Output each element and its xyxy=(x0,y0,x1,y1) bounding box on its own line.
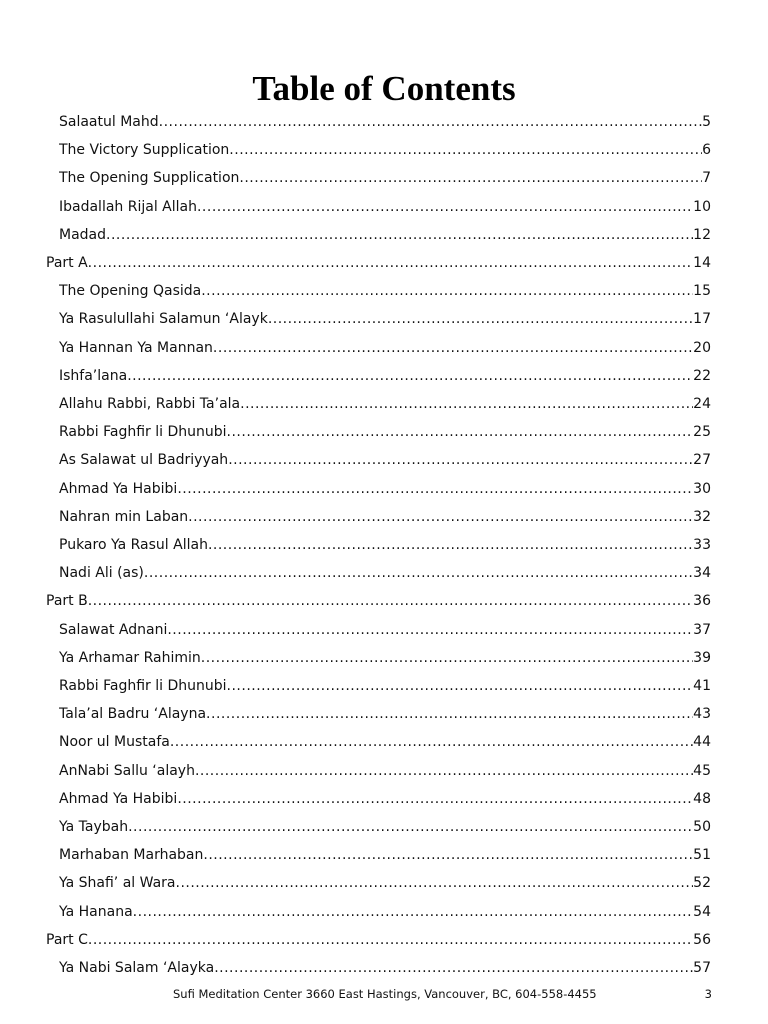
dot-leader xyxy=(167,616,693,644)
toc-entry[interactable] xyxy=(59,672,711,700)
toc-entry-title: The Opening Supplication xyxy=(59,170,240,187)
toc-entry-page: 39 xyxy=(693,649,711,666)
footer-page-number: 3 xyxy=(704,987,712,1001)
dot-leader xyxy=(127,362,693,390)
dot-leader xyxy=(144,559,693,587)
toc-entry-page: 30 xyxy=(693,480,711,497)
toc-entry-page: 32 xyxy=(693,508,711,525)
dot-leader xyxy=(88,249,694,277)
toc-entry-page: 17 xyxy=(693,311,711,328)
toc-entry-title: Ya Rasulullahi Salamun ‘Alayk xyxy=(59,311,268,328)
dot-leader xyxy=(88,926,693,954)
dot-leader xyxy=(106,221,693,249)
toc-entry[interactable] xyxy=(59,700,711,728)
dot-leader xyxy=(195,757,693,785)
dot-leader xyxy=(159,108,702,136)
toc-entry-title: The Opening Qasida xyxy=(59,283,202,300)
toc-entry-page: 37 xyxy=(693,621,711,638)
toc-entry-title: Part B xyxy=(46,593,88,610)
toc-entry[interactable] xyxy=(59,475,711,503)
toc-entry-page: 5 xyxy=(702,114,711,130)
toc-entry-page: 45 xyxy=(693,762,711,779)
toc-entry-title: Ya Shafi’ al Wara xyxy=(59,875,176,892)
toc-entry-title: Tala’al Badru ‘Alayna xyxy=(59,706,207,723)
toc-entry-title: AnNabi Sallu ‘alayh xyxy=(59,762,195,779)
dot-leader xyxy=(177,785,693,813)
dot-leader xyxy=(206,700,693,728)
toc-entry-page: 52 xyxy=(693,875,711,892)
toc-entry-title: Ishfa’lana xyxy=(59,367,128,384)
dot-leader xyxy=(208,531,693,559)
toc-entry[interactable] xyxy=(59,418,711,446)
toc-entry[interactable] xyxy=(59,616,711,644)
toc-entry[interactable] xyxy=(59,531,711,559)
toc-entry[interactable] xyxy=(59,390,711,418)
toc-entry-title: Ya Hanana xyxy=(59,903,133,920)
dot-leader xyxy=(213,334,693,362)
dot-leader xyxy=(176,869,694,897)
toc-entry-page: 54 xyxy=(693,903,711,920)
toc-entry[interactable] xyxy=(59,728,711,756)
dot-leader xyxy=(227,418,694,446)
toc-entry-page: 22 xyxy=(693,367,711,384)
toc-entry[interactable] xyxy=(59,108,711,136)
toc-part-heading[interactable] xyxy=(46,587,711,615)
toc-entry-title: Salaatul Mahd xyxy=(59,114,159,130)
toc-entry[interactable] xyxy=(59,221,711,249)
toc-entry-title: Part A xyxy=(46,255,88,271)
toc-entry-page: 57 xyxy=(693,960,711,976)
page-footer xyxy=(0,984,768,1004)
toc-entry-title: As Salawat ul Badriyyah xyxy=(59,452,229,469)
dot-leader xyxy=(240,390,693,418)
toc-entry-title: Marhaban Marhaban xyxy=(59,847,204,864)
toc-entry[interactable] xyxy=(59,164,711,192)
dot-leader xyxy=(177,475,693,503)
toc-entry-page: 24 xyxy=(693,396,711,412)
footer-address: Sufi Meditation Center 3660 East Hastings, Vancouver, BC, 604-558-4455 xyxy=(173,987,597,1001)
toc-entry-page: 25 xyxy=(693,424,711,441)
dot-leader xyxy=(170,728,693,756)
toc-entry[interactable] xyxy=(59,446,711,474)
dot-leader xyxy=(228,446,693,474)
toc-entry-page: 33 xyxy=(693,537,711,553)
toc-entry[interactable] xyxy=(59,305,711,333)
dot-leader xyxy=(239,164,702,192)
toc-entry-page: 51 xyxy=(693,847,711,864)
toc-entry[interactable] xyxy=(59,898,711,926)
toc-entry-page: 44 xyxy=(693,734,711,751)
toc-entry[interactable] xyxy=(59,277,711,305)
toc-entry-title: Rabbi Faghfir li Dhunubi xyxy=(59,424,227,441)
toc-entry-page: 43 xyxy=(693,706,711,723)
toc-entry[interactable] xyxy=(59,559,711,587)
toc-entry[interactable] xyxy=(59,503,711,531)
dot-leader xyxy=(201,277,693,305)
toc-entry-title: Rabbi Faghfir li Dhunubi xyxy=(59,678,227,694)
dot-leader xyxy=(128,813,693,841)
dot-leader xyxy=(133,898,694,926)
dot-leader xyxy=(268,305,693,333)
toc-entry-page: 10 xyxy=(693,198,711,215)
dot-leader xyxy=(188,503,693,531)
dot-leader xyxy=(227,672,694,700)
toc-entry[interactable] xyxy=(59,785,711,813)
toc-entry-title: Noor ul Mustafa xyxy=(59,734,170,751)
toc-entry[interactable] xyxy=(59,757,711,785)
toc-entry[interactable] xyxy=(59,136,711,164)
toc-entry[interactable] xyxy=(59,334,711,362)
dot-leader xyxy=(197,193,693,221)
toc-entry[interactable] xyxy=(59,954,711,982)
toc-entry-title: Ya Nabi Salam ‘Alayka xyxy=(59,960,215,976)
toc-entry-page: 27 xyxy=(693,452,711,469)
dot-leader xyxy=(214,954,693,982)
toc-entry-title: Nadi Ali (as) xyxy=(59,565,144,582)
toc-entry-title: Part C xyxy=(46,931,88,948)
toc-entry-title: Pukaro Ya Rasul Allah xyxy=(59,537,208,553)
toc-entry-page: 41 xyxy=(693,678,711,694)
page-title: Table of Contents xyxy=(252,69,516,109)
dot-leader xyxy=(201,644,693,672)
toc-entry[interactable] xyxy=(59,644,711,672)
toc-entry-page: 12 xyxy=(693,226,711,243)
toc-part-heading[interactable] xyxy=(46,249,711,277)
toc-entry-page: 36 xyxy=(693,593,711,610)
toc-entry-title: Ya Hannan Ya Mannan xyxy=(59,339,213,356)
toc-entry-title: Salawat Adnani xyxy=(59,621,168,638)
dot-leader xyxy=(203,841,693,869)
toc-entry-title: Ibadallah Rijal Allah xyxy=(59,198,197,215)
toc-entry-title: Ya Taybah xyxy=(59,819,129,835)
toc-entry[interactable] xyxy=(59,193,711,221)
toc-entry-title: Allahu Rabbi, Rabbi Ta’ala xyxy=(59,396,241,412)
toc-entry-page: 6 xyxy=(702,142,711,159)
toc-entry[interactable] xyxy=(59,869,711,897)
toc-entry[interactable] xyxy=(59,813,711,841)
dot-leader xyxy=(229,136,702,164)
toc-entry-title: Nahran min Laban xyxy=(59,508,189,525)
toc-entry-title: Madad xyxy=(59,226,107,243)
toc-entry-title: Ahmad Ya Habibi xyxy=(59,480,178,497)
toc-entry-page: 14 xyxy=(693,255,711,271)
toc-entry-page: 7 xyxy=(702,170,711,187)
toc-entry-page: 15 xyxy=(693,283,711,300)
toc-entry[interactable] xyxy=(59,841,711,869)
toc-entry-title: Ahmad Ya Habibi xyxy=(59,790,178,807)
toc-entry[interactable] xyxy=(59,362,711,390)
toc-entry-page: 56 xyxy=(693,931,711,948)
toc-part-heading[interactable] xyxy=(46,926,711,954)
toc-entry-title: Ya Arhamar Rahimin xyxy=(59,649,201,666)
toc-entry-page: 50 xyxy=(693,819,711,835)
toc-entry-page: 48 xyxy=(693,790,711,807)
dot-leader xyxy=(88,587,693,615)
toc-entry-page: 34 xyxy=(693,565,711,582)
toc-entry-title: The Victory Supplication xyxy=(59,142,230,159)
toc-entry-page: 20 xyxy=(693,339,711,356)
